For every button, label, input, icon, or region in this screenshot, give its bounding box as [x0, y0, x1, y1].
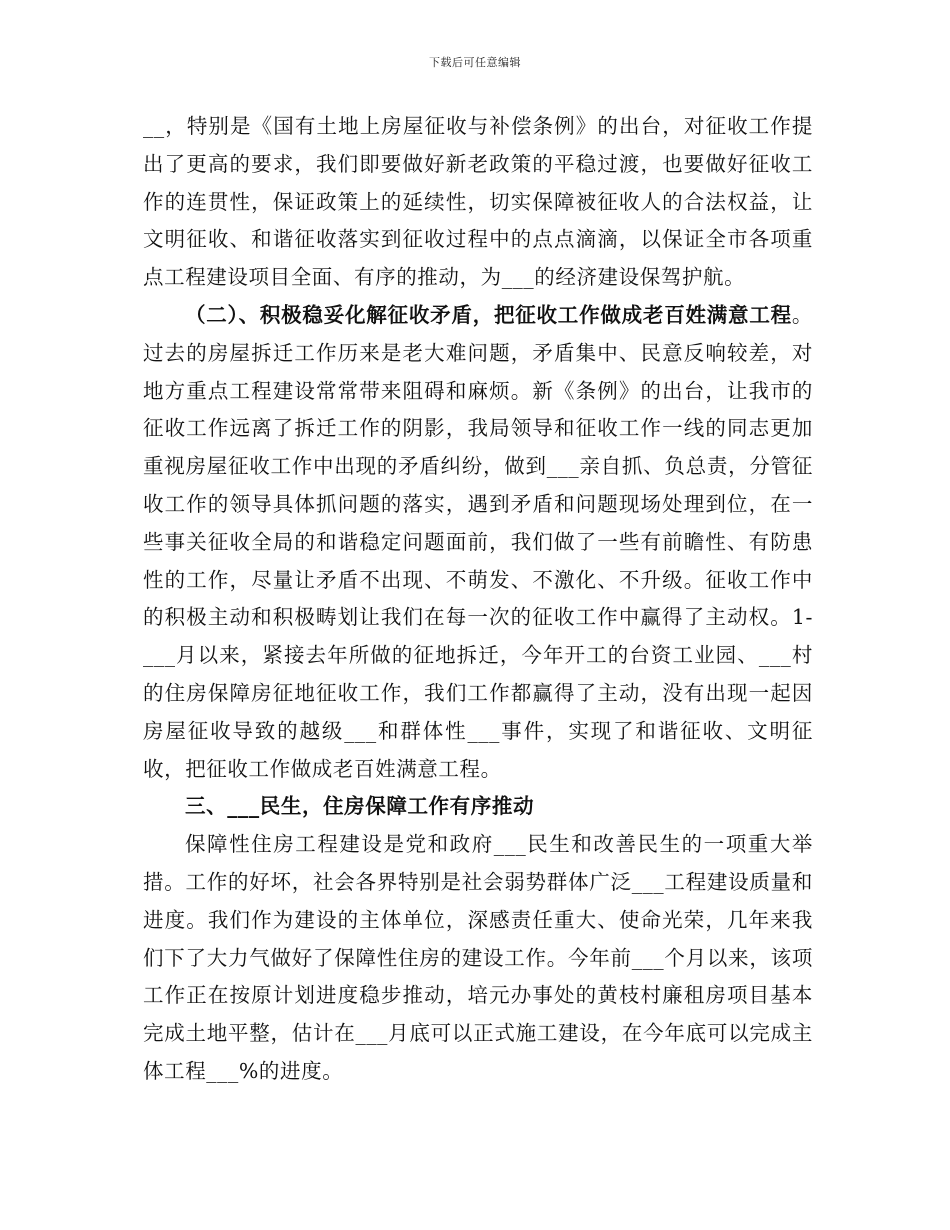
paragraph-1: __，特别是《国有土地上房屋征收与补偿条例》的出台，对征收工作提出了更高的要求，我们即要做好新老政策的平稳过渡，也要做好征收工作的连贯性，保证政策上的延续性，切实保障被征收人的合法权益，让文明征收、和谐征收落实到征收过程中的点点滴滴，以保证全市各项重点工程建设项目全面、有序的推动，为___的经济建设保驾护航。	[143, 114, 813, 290]
page-header: 下载后可任意编辑	[429, 56, 521, 69]
paragraph-3: 保障性住房工程建设是党和政府___民生和改善民生的一项重大举措。工作的好坏，社会各界特别是社会弱势群体广泛___工程建设质量和进度。我们作为建设的主体单位，深感责任重大、使命光荣，几年来我们下了大力气做好了保障性住房的建设工作。今年前___个月以来，该项工作正在按原计划进度稳步推动，培元办事处的黄枝村廉租房项目基本完成土地平整，估计在___月底可以正式施工建设，在今年底可以完成主体工程___%的进度。	[143, 832, 813, 1083]
document-body	[143, 108, 813, 1091]
section-heading-3: 三、___民生，住房保障工作有序推动	[185, 794, 535, 819]
paragraph-2-bold-lead: （二）、积极稳妥化解征收矛盾，把征收工作做成老百姓满意工程	[185, 302, 792, 327]
paragraph-2	[143, 297, 813, 788]
paragraph-2-body: 。过去的房屋拆迁工作历来是老大难问题，矛盾集中、民意反响较差，对地方重点工程建设常常带来阻碍和麻烦。新《条例》的出台，让我市的征收工作远离了拆迁工作的阴影，我局领导和征收工作一线的同志更加重视房屋征收工作中出现的矛盾纠纷，做到___亲自抓、负总责，分管征收工作的领导具体抓问题的落实，遇到矛盾和问题现场处理到位，在一些事关征收全局的和谐稳定问题面前，我们做了一些有前瞻性、有防患性的工作，尽量让矛盾不出现、不萌发、不激化、不升级。征收工作中的积极主动和积极畴划让我们在每一次的征收工作中赢得了主动权。1-___月以来，紧接去年所做的征地拆迁，今年开工的台资工业园、___村的住房保障房征地征收工作，我们工作都赢得了主动，没有出现一起因房屋征收导致的越级___和群体性___事件，实现了和谐征收、文明征收，把征收工作做成老百姓满意工程。	[143, 302, 813, 781]
